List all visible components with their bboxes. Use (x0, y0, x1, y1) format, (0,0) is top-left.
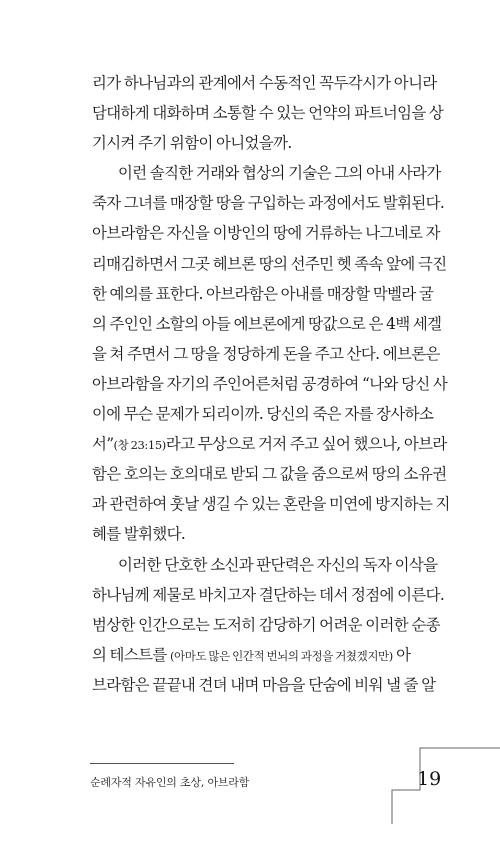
text-line: 하나님께 제물로 바치고자 결단하는 데서 정점에 이른다. (92, 585, 445, 604)
text-line-with-aside (92, 640, 452, 670)
text-line: 이런 솔직한 거래와 협상의 기술은 그의 아내 사라가 (118, 164, 441, 183)
parenthetical-aside: (아마도 많은 인간적 번뇌의 과정을 거쳤겠지만) (169, 648, 393, 663)
running-title: 순례자적 자유인의 초상, 아브라함 (90, 776, 250, 789)
text-line: 리가 하나님과의 관계에서 수동적인 꼭두각시가 아니라 (92, 74, 437, 92)
line-continuation: 라고 무상으로 거저 주고 싶어 했으나, 아브라 (165, 435, 447, 454)
text-line: 담대하게 대화하며 소통할 수 있는 언약의 파트너임을 상 (92, 104, 444, 123)
text-line: 한 예의를 표한다. 아브라함은 아내를 매장할 막벨라 굴 (92, 284, 434, 303)
text-line: 의 주인인 소할의 아들 에브론에게 땅값으로 은 4백 세겔 (92, 314, 442, 333)
text-line: 을 쳐 주면서 그 땅을 정당하게 돈을 주고 산다. 에브론은 (92, 344, 440, 363)
text-line: 범상한 인간으로는 도저히 감당하기 어려운 이러한 순종 (92, 615, 440, 634)
line-start: 의 테스트를 (92, 645, 167, 664)
footer-rule (90, 763, 234, 764)
text-line: 브라함은 끝끝내 견뎌 내며 마음을 단숨에 비워 낼 줄 알 (92, 675, 436, 694)
text-line: 이에 무슨 문제가 되리이까. 당신의 죽은 자를 장사하소 (92, 405, 434, 424)
text-line: 아브라함을 자기의 주인어른처럼 공경하여 “나와 당신 사 (92, 374, 448, 393)
text-line: 함은 호의는 호의대로 받되 그 값을 줌으로써 땅의 소유권 (92, 465, 447, 484)
text-line: 기시켜 주기 위함이 아니었을까. (92, 134, 292, 153)
text-line: 리매김하면서 그곳 헤브론 땅의 선주민 헷 족속 앞에 극진 (92, 254, 447, 273)
page-number: 19 (417, 768, 442, 790)
line-end: 아 (396, 645, 411, 664)
text-line: 죽자 그녀를 매장할 땅을 구입하는 과정에서도 발휘된다. (92, 194, 445, 213)
text-line: 이러한 단호한 소신과 판단력은 자신의 독자 이삭을 (118, 555, 438, 574)
bible-citation: (창 23:15) (113, 438, 166, 453)
text-line: 과 관련하여 훗날 생길 수 있는 혼란을 미연에 방지하는 지 (92, 495, 450, 514)
text-line: 아브라함은 자신을 이방인의 땅에 거류하는 나그네로 자 (92, 224, 440, 243)
text-line-with-citation (92, 429, 452, 459)
text-line: 혜를 발휘했다. (92, 525, 186, 544)
body-text (92, 68, 452, 700)
quote-end: 서” (92, 435, 114, 454)
